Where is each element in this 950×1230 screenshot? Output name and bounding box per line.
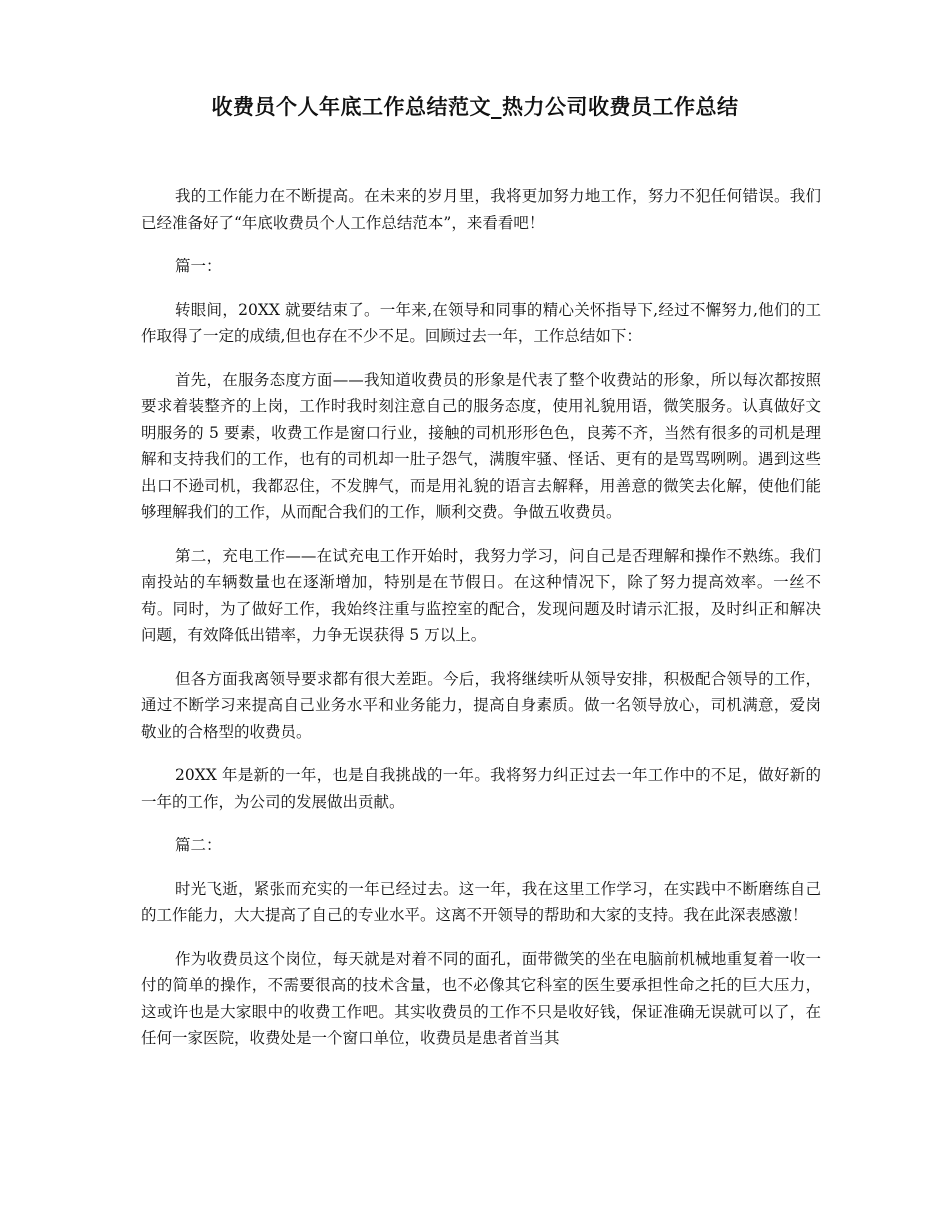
paragraph: 时光飞逝，紧张而充实的一年已经过去。这一年，我在这里工作学习，在实践中不断磨练自己的工作能力，大大提高了自己的专业水平。这离不开领导的帮助和大家的支持。我在此深表感激！ xyxy=(141,879,821,924)
paragraph: 但各方面我离领导要求都有很大差距。今后，我将继续听从领导安排，积极配合领导的工作，通过不断学习来提高自己业务水平和业务能力，提高自身素质。做一名领导放心，司机满意，爱岗敬业的合格型的收费员。 xyxy=(141,669,821,741)
section-heading-1: 篇一： xyxy=(175,257,222,275)
document-title: 收费员个人年底工作总结范文_热力公司收费员工作总结 xyxy=(211,94,739,119)
document-body xyxy=(141,183,821,1069)
paragraph: 转眼间，20XX 就要结束了。一年来,在领导和同事的精心关怀指导下,经过不懈努力,他们的工作取得了一定的成绩,但也存在不少不足。回顾过去一年，工作总结如下： xyxy=(141,300,821,345)
paragraph: 第二，充电工作——在试充电工作开始时，我努力学习，问自己是否理解和操作不熟练。我们南投站的车辆数量也在逐渐增加，特别是在节假日。在这种情况下，除了努力提高效率。一丝不苟。同时，为了做好工作，我始终注重与监控室的配合，发现问题及时请示汇报，及时纠正和解决问题，有效降低出错率，力争无误获得 5 万以上。 xyxy=(141,546,821,644)
paragraph-intro: 我的工作能力在不断提高。在未来的岁月里，我将更加努力地工作，努力不犯任何错误。我们已经准备好了“年底收费员个人工作总结范本”，来看看吧！ xyxy=(141,187,821,232)
paragraph: 作为收费员这个岗位，每天就是对着不同的面孔，面带微笑的坐在电脑前机械地重复着一收一付的简单的操作，不需要很高的技术含量，也不必像其它科室的医生要承担性命之托的巨大压力，这或许也是大家眼中的收费工作吧。其实收费员的工作不只是收好钱，保证准确无误就可以了，在任何一家医院，收费处是一个窗口单位，收费员是患者首当其 xyxy=(141,949,821,1047)
section-heading-2: 篇二： xyxy=(175,836,222,854)
paragraph: 20XX 年是新的一年，也是自我挑战的一年。我将努力纠正过去一年工作中的不足，做好新的一年的工作，为公司的发展做出贡献。 xyxy=(141,766,821,811)
paragraph: 首先，在服务态度方面——我知道收费员的形象是代表了整个收费站的形象，所以每次都按照要求着装整齐的上岗，工作时我时刻注意自己的服务态度，使用礼貌用语，微笑服务。认真做好文明服务的 5 要素，收费工作是窗口行业，接触的司机形形色色，良莠不齐，当然有很多的司机是理解和支持我们的工作，也有的司机却一肚子怨气，满腹牢骚、怪话、更有的是骂骂咧咧。遇到这些出口不逊司机，我都忍住，不发脾气，而是用礼貌的语言去解释，用善意的微笑去化解，使他们能够理解我们的工作，从而配合我们的工作，顺利交费。争做五收费员。 xyxy=(141,370,821,521)
